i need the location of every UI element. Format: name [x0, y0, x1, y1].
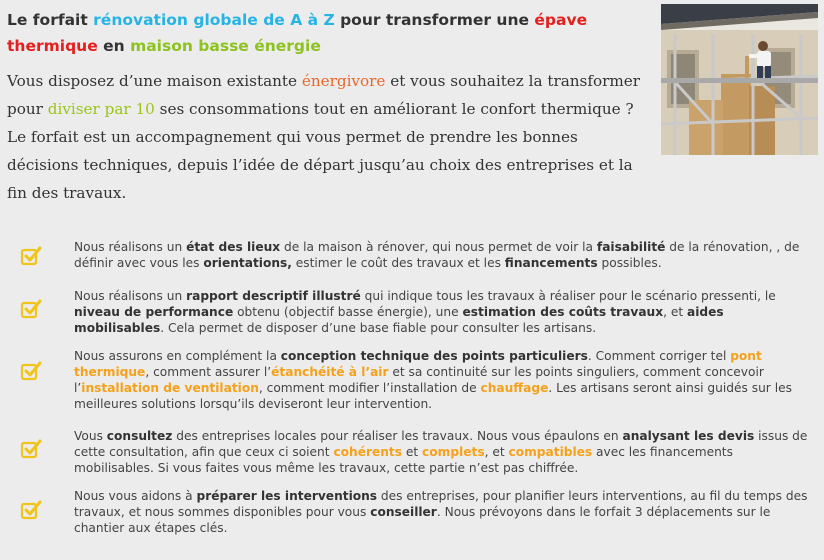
- headline-highlight-blue: rénovation globale de A à Z: [93, 11, 335, 29]
- list-item-text: Nous réalisons un état des lieux de la maison à rénover, qui nous permet de voir la faisabilité de la rénovation, , de définir avec vous les orientations, estimer le coût des travaux et les financements possibles.: [74, 240, 800, 270]
- headline: [7, 7, 647, 59]
- renovation-worker-photo-drawing: [661, 4, 818, 155]
- check-box-icon: [20, 298, 42, 320]
- headline-highlight-green: maison basse énergie: [130, 37, 321, 55]
- list-item-text: Nous assurons en complément la conception technique des points particuliers. Comment corriger tel pont thermique, comment assurer l’étanchéité à l’air et sa continuité sur les points singuliers, comment concevoir l’installation de ventilation, comment modifier l’installation de chauffage. Les artisans seront ainsi guidés sur les meilleures solutions lorsqu’ils deviseront leur intervention.: [74, 349, 792, 411]
- list-item-text: Nous réalisons un rapport descriptif illustré qui indique tous les travaux à réaliser pour le scénario pressenti, le niveau de performance obtenu (objectif basse énergie), une estimation des coûts travaux, et aides mobilisables. Cela permet de disposer d’une base fiable pour consulter les artisans.: [74, 289, 776, 335]
- headline-text: forfait: [32, 11, 94, 29]
- intro-text: et vous souhaitez la transformer pour: [7, 72, 641, 118]
- headline-text: Le: [7, 11, 33, 29]
- intro-text: ses consommations tout en améliorant le confort thermique ? Le forfait est un accompagnement qui vous permet de prendre les bonnes décisions techniques, depuis l’idée de départ jusqu’au choix des entreprises et la fin des travaux.: [7, 100, 634, 202]
- list-item-text: Nous vous aidons à préparer les interventions des entreprises, pour planifier leurs interventions, au fil du temps des travaux, et nous sommes disponibles pour vous conseiller. Nous prévoyons dans le forfait 3 déplacements sur le chantier aux étapes clés.: [74, 489, 808, 535]
- check-box-icon: [20, 360, 42, 382]
- intro-text: Vous disposez d’une maison existante: [7, 72, 302, 90]
- check-box-icon: [20, 245, 42, 267]
- check-box-icon: [20, 499, 42, 521]
- intro-highlight: énergivore: [301, 72, 386, 90]
- list-item-text: Vous consultez des entreprises locales pour réaliser les travaux. Nous vous épaulons en analysant les devis issus de cette consultation, afin que ceux ci soient cohérents et complets, et compatibles avec les financements mobilisables. Si vous faites vous même les travaux, cette partie n’est pas chiffrée.: [74, 429, 808, 475]
- headline-text: pour transformer une: [334, 11, 535, 29]
- headline-text: en: [97, 37, 131, 55]
- intro-paragraph: [7, 67, 647, 207]
- renovation-worker-photo: [661, 4, 818, 155]
- headline-highlight-red: épave thermique: [7, 11, 588, 55]
- check-box-icon: [20, 438, 42, 460]
- intro-highlight: diviser par 10: [47, 100, 155, 118]
